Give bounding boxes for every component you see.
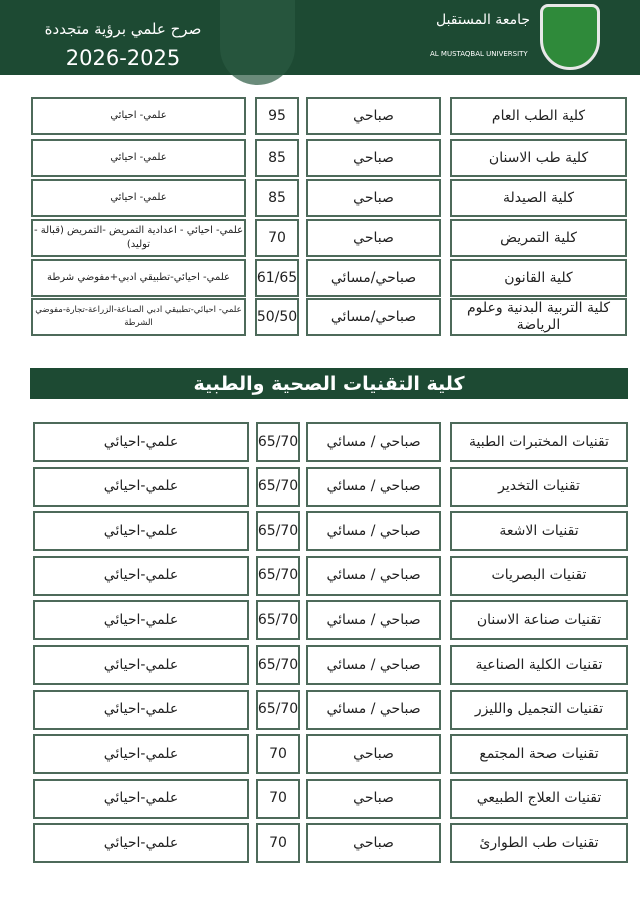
admission-score: 65/70 xyxy=(256,556,300,596)
admission-score: 65/70 xyxy=(256,645,300,685)
admission-score: 65/70 xyxy=(256,690,300,730)
college-name: كلية التربية البدنية وعلوم الرياضة xyxy=(450,298,627,336)
college-name: كلية الصيدلة xyxy=(450,179,627,217)
study-shift: صباحي / مسائي xyxy=(306,645,441,685)
college-name: كلية طب الاسنان xyxy=(450,139,627,177)
college-name: كلية القانون xyxy=(450,259,627,297)
admission-requirement: علمي-احيائي xyxy=(33,511,249,551)
department-name: تقنيات البصريات xyxy=(450,556,628,596)
admission-requirement: علمي-احيائي xyxy=(33,734,249,774)
admission-score: 70 xyxy=(256,823,300,863)
department-name: تقنيات المختبرات الطبية xyxy=(450,422,628,462)
department-name: تقنيات العلاج الطبيعي xyxy=(450,779,628,819)
admission-score: 85 xyxy=(255,179,299,217)
admission-requirement: علمي-احيائي xyxy=(33,779,249,819)
study-shift: صباحي xyxy=(306,734,441,774)
study-shift: صباحي / مسائي xyxy=(306,600,441,640)
admission-score: 65/70 xyxy=(256,467,300,507)
admission-requirement: علمي-احيائي xyxy=(33,823,249,863)
header-banner xyxy=(0,0,640,75)
admission-score: 61/65 xyxy=(255,259,299,297)
study-shift: صباحي/مسائي xyxy=(306,298,441,336)
admission-score: 50/50 xyxy=(255,298,299,336)
section-title: كلية التقنيات الصحية والطبية xyxy=(30,368,628,399)
admission-score: 65/70 xyxy=(256,600,300,640)
academic-year: 2026-2025 xyxy=(65,46,181,70)
study-shift: صباحي/مسائي xyxy=(306,259,441,297)
admission-score: 70 xyxy=(255,219,299,257)
admission-requirement: علمي-احيائي xyxy=(33,422,249,462)
admission-requirement: علمي-احيائي xyxy=(33,690,249,730)
study-shift: صباحي xyxy=(306,97,441,135)
study-shift: صباحي / مسائي xyxy=(306,422,441,462)
admission-score: 70 xyxy=(256,779,300,819)
study-shift: صباحي xyxy=(306,219,441,257)
department-name: تقنيات التخدير xyxy=(450,467,628,507)
department-name: تقنيات صحة المجتمع xyxy=(450,734,628,774)
study-shift: صباحي / مسائي xyxy=(306,690,441,730)
admission-requirement: علمي-احيائي xyxy=(33,645,249,685)
university-logo-icon xyxy=(540,4,600,70)
slogan: صرح علمي برؤية متجددة xyxy=(44,20,202,38)
admission-requirement: علمي- احيائي xyxy=(31,179,246,217)
study-shift: صباحي / مسائي xyxy=(306,511,441,551)
study-shift: صباحي / مسائي xyxy=(306,467,441,507)
admission-requirement: علمي-احيائي xyxy=(33,600,249,640)
department-name: تقنيات الكلية الصناعية xyxy=(450,645,628,685)
department-name: تقنيات طب الطوارئ xyxy=(450,823,628,863)
university-name-en: AL MUSTAQBAL UNIVERSITY xyxy=(430,50,528,58)
study-shift: صباحي xyxy=(306,823,441,863)
college-name: كلية التمريض xyxy=(450,219,627,257)
admission-requirement: علمي- احيائي-تطبيقي ادبي+مفوضي شرطة xyxy=(31,259,246,297)
department-name: تقنيات التجميل والليزر xyxy=(450,690,628,730)
shield-watermark-icon xyxy=(220,0,295,85)
admission-requirement: علمي- احيائي xyxy=(31,97,246,135)
admission-requirement: علمي- احيائي-تطبيقي ادبي الصناعة-الزراعة-تجارة-مفوضي الشرطة xyxy=(31,298,246,336)
university-name-ar: جامعة المستقبل xyxy=(435,12,530,28)
admission-score: 95 xyxy=(255,97,299,135)
admission-score: 70 xyxy=(256,734,300,774)
department-name: تقنيات صناعة الاسنان xyxy=(450,600,628,640)
admission-score: 65/70 xyxy=(256,511,300,551)
college-name: كلية الطب العام xyxy=(450,97,627,135)
admission-requirement: علمي-احيائي xyxy=(33,556,249,596)
study-shift: صباحي xyxy=(306,139,441,177)
admission-requirement: علمي-احيائي xyxy=(33,467,249,507)
admission-requirement: علمي- احيائي xyxy=(31,139,246,177)
department-name: تقنيات الاشعة xyxy=(450,511,628,551)
study-shift: صباحي xyxy=(306,779,441,819)
study-shift: صباحي xyxy=(306,179,441,217)
admission-requirement: علمي- احيائي - اعدادية التمريض -التمريض (قبالة - توليد) xyxy=(31,219,246,257)
admission-score: 65/70 xyxy=(256,422,300,462)
study-shift: صباحي / مسائي xyxy=(306,556,441,596)
admission-score: 85 xyxy=(255,139,299,177)
